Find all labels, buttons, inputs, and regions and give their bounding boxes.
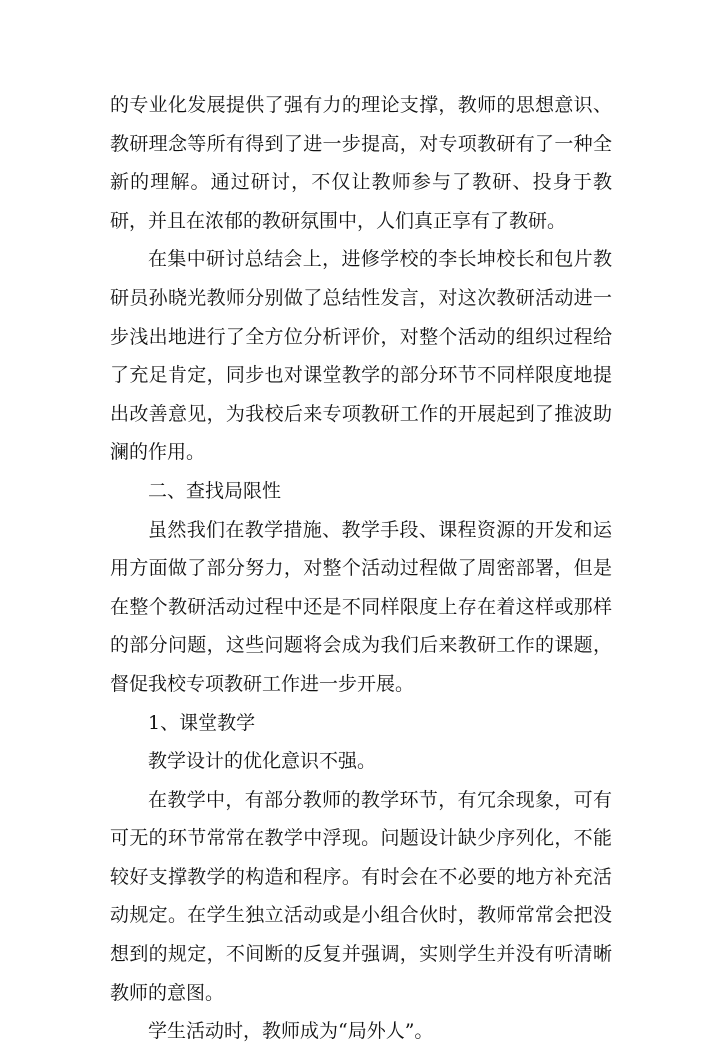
document-body [110, 86, 612, 1051]
paragraph-4: 教学设计的优化意识不强。 [148, 750, 377, 773]
paragraph-1: 的专业化发展提供了强有力的理论支撑，教师的思想意识、教研理念等所有得到了进一步提高，对专项教研有了一种全新的理解。通过研讨，不仅让教师参与了教研、投身于教研，并且在浓郁的教研氛围中，人们真正享有了教研。 [110, 94, 612, 232]
subheading-classroom-teaching: 1、课堂教学 [148, 711, 256, 734]
paragraph-2: 在集中研讨总结会上，进修学校的李长坤校长和包片教研员孙晓光教师分别做了总结性发言，对这次教研活动进一步浅出地进行了全方位分析评价，对整个活动的组织过程给了充足肯定，同步也对课堂教学的部分环节不同样限度地提出改善意见，为我校后来专项教研工作的开展起到了推波助澜的作用。 [110, 248, 612, 464]
section-heading-limitations: 二、查找局限性 [148, 479, 282, 502]
paragraph-5: 在教学中，有部分教师的教学环节，有冗余现象，可有可无的环节常常在教学中浮现。问题设计缺少序列化，不能较好支撑教学的构造和程序。有时会在不必要的地方补充活动规定。在学生独立活动或是小组合伙时，教师常常会把没想到的规定，不间断的反复并强调，实则学生并没有听清晰教师的意图。 [110, 788, 612, 1004]
paragraph-6: 学生活动时，教师成为“局外人”。 [148, 1020, 434, 1043]
paragraph-3: 虽然我们在教学措施、教学手段、课程资源的开发和运用方面做了部分努力，对整个活动过程做了周密部署，但是在整个教研活动过程中还是不同样限度上存在着这样或那样的部分问题，这些问题将会成为我们后来教研工作的课题，督促我校专项教研工作进一步开展。 [110, 518, 612, 695]
